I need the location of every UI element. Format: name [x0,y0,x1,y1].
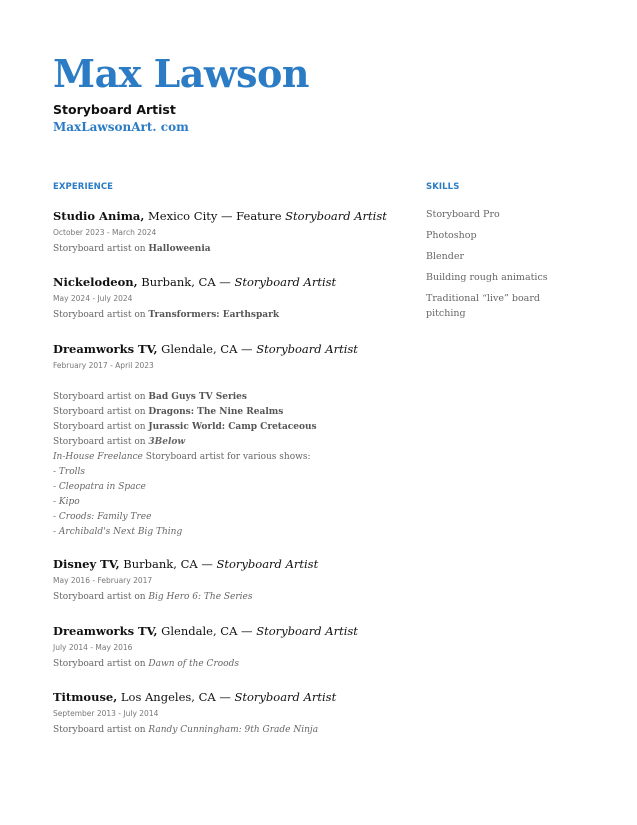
desc-prefix: Storyboard artist on [53,437,149,447]
freelance-show-title: - Kipo [53,497,80,507]
freelance-show-title: - Trolls [53,467,86,477]
job-location: Burbank, CA — [137,275,235,289]
desc-prefix: Storyboard artist on [53,392,149,402]
experience-heading: EXPERIENCE [53,182,114,192]
job-role: Storyboard Artist [234,275,337,289]
desc-prefix: Storyboard artist on [53,407,149,417]
show-title: Transformers: Earthspark [148,310,280,320]
job-entry [53,622,403,672]
skills-list [426,207,576,327]
freelance-text: Storyboard artist for various shows: [142,452,311,462]
job-dates: May 2016 - February 2017 [53,576,153,585]
skill-item: Photoshop [426,230,477,241]
job-company: Dreamworks TV, [53,624,158,638]
freelance-show [53,465,403,480]
person-name: Max Lawson [53,51,309,96]
desc-line [53,390,403,405]
freelance-show [53,525,403,540]
desc-prefix: Storyboard artist on [53,244,149,254]
job-location: Burbank, CA — [119,557,217,571]
job-dates: October 2023 - March 2024 [53,228,157,237]
job-dates: May 2024 - July 2024 [53,294,133,303]
job-dates: July 2014 - May 2016 [53,643,133,652]
desc-prefix: Storyboard artist on [53,725,149,735]
desc-prefix: Storyboard artist on [53,310,149,320]
job-title [53,340,403,358]
desc-line [53,420,403,435]
freelance-show [53,510,403,525]
job-dates: September 2013 - July 2014 [53,709,159,718]
job-role: Storyboard Artist [256,342,358,356]
job-entry [53,688,403,738]
freelance-label: In-House Freelance [53,452,143,462]
job-location: Glendale, CA — [157,624,257,638]
desc-line [53,405,403,420]
job-role: Storyboard Artist [285,209,387,223]
skills-heading: SKILLS [426,182,460,192]
job-title [53,555,403,573]
show-title: Bad Guys TV Series [148,392,247,402]
job-company: Studio Anima, [53,209,145,223]
job-description [53,590,403,605]
job-description [53,723,403,738]
skill-item: Building rough animatics [426,272,548,283]
show-title: 3Below [148,437,186,447]
freelance-show-title: - Croods: Family Tree [53,512,152,522]
desc-prefix: Storyboard artist on [53,592,149,602]
job-location: Los Angeles, CA — [117,690,235,704]
freelance-line [53,450,403,465]
website-link[interactable]: MaxLawsonArt. com [53,120,189,134]
job-description [53,308,403,323]
skill-item: Traditional “live” board pitching [426,293,540,319]
desc-line [53,435,403,450]
job-location: Glendale, CA — [157,342,257,356]
show-title: Jurassic World: Camp Cretaceous [148,422,317,432]
job-role: Storyboard Artist [216,557,319,571]
job-entry [53,555,403,605]
job-entry [53,207,403,257]
job-description [53,390,403,540]
job-dates: February 2017 - April 2023 [53,361,154,370]
job-description [53,242,403,257]
show-title: Dawn of the Croods [148,659,239,669]
person-role: Storyboard Artist [53,102,176,117]
job-company: Titmouse, [53,690,118,704]
job-entry [53,273,403,323]
show-title: Halloweenia [148,244,211,254]
freelance-show [53,495,403,510]
job-company: Disney TV, [53,557,120,571]
skill-item: Blender [426,251,465,262]
job-description [53,657,403,672]
job-title [53,207,403,225]
job-title [53,622,403,640]
job-title [53,688,403,706]
freelance-show-title: - Archibald's Next Big Thing [53,527,183,537]
job-title [53,273,403,291]
job-location: Mexico City — Feature [144,209,286,223]
desc-prefix: Storyboard artist on [53,659,149,669]
freelance-show-title: - Cleopatra in Space [53,482,146,492]
job-company: Nickelodeon, [53,275,138,289]
job-role: Storyboard Artist [234,690,337,704]
desc-prefix: Storyboard artist on [53,422,149,432]
job-entry [53,340,403,540]
show-title: Big Hero 6: The Series [148,592,253,602]
job-role: Storyboard Artist [256,624,358,638]
show-title: Randy Cunningham: 9th Grade Ninja [148,725,319,735]
job-company: Dreamworks TV, [53,342,158,356]
freelance-show [53,480,403,495]
skill-item: Storyboard Pro [426,209,500,220]
show-title: Dragons: The Nine Realms [148,407,284,417]
